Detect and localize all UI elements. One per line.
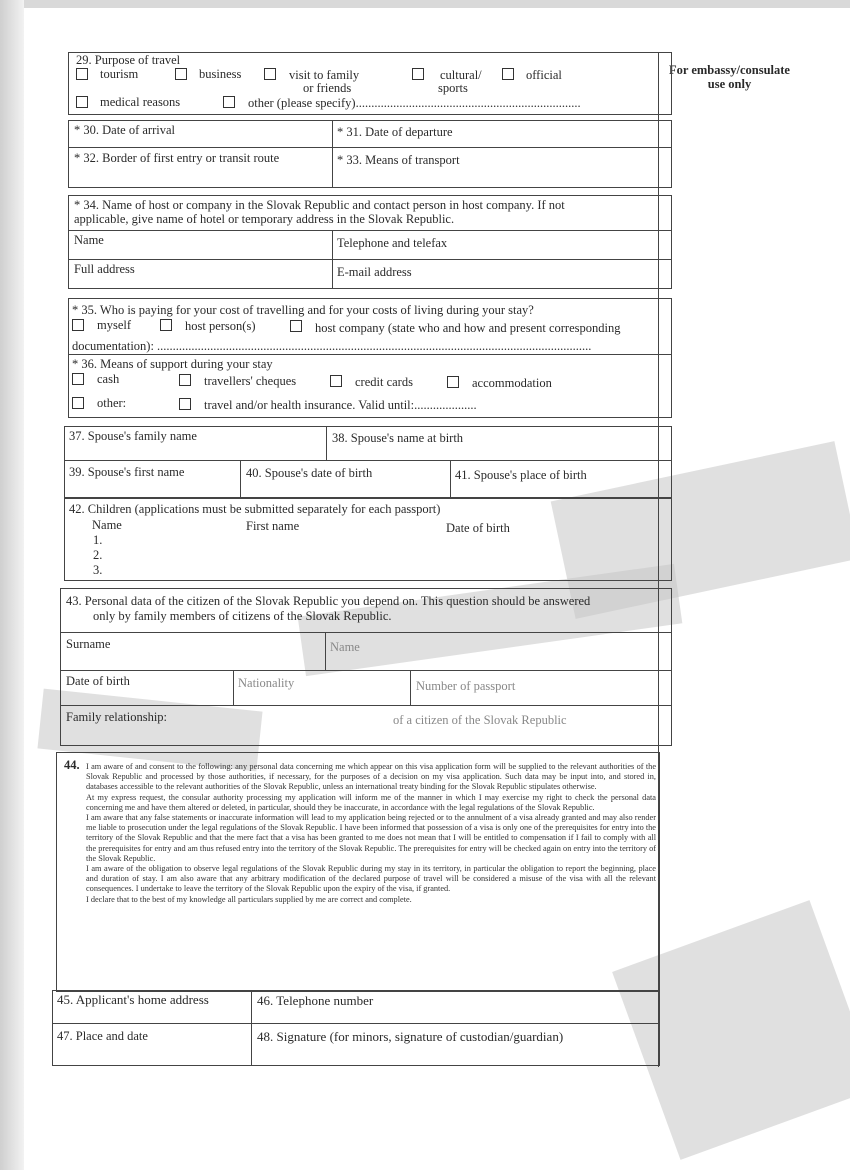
embassy-use-note: For embassy/consulate use only: [669, 63, 790, 91]
citizen-relationship-suffix: of a citizen of the Slovak Republic: [393, 713, 567, 727]
checkbox-host-company[interactable]: [290, 320, 302, 332]
checkbox-host-person[interactable]: [160, 319, 172, 331]
label-visit-friends: or friends: [303, 81, 352, 95]
scan-edge-top: [0, 0, 850, 8]
host-address-label: Full address: [74, 262, 135, 276]
label-travellers-cheques: travellers' cheques: [204, 374, 297, 388]
scan-edge-left: [0, 0, 24, 1170]
consent-number: 44.: [64, 758, 80, 772]
label-myself: myself: [97, 318, 132, 332]
label-credit-cards: credit cards: [355, 375, 413, 389]
checkbox-other-support[interactable]: [72, 397, 84, 409]
label-cultural: cultural/: [440, 68, 482, 82]
spouse-dob-label: 40. Spouse's date of birth: [246, 466, 373, 480]
consent-paragraph: I am aware of and consent to the following: any personal data concerning me which appear on this visa application form will be supplied to the relevant authorities of the Slovak Republic and processed by those authorities, if necessary, for the purposes of a decision on my visa application. Such data may be input into, and stored in, databases accessible to the relevant authorities of the Slovak Republic, unless an international treaty binding for the Slovak Republic stipulates otherwise.: [86, 762, 656, 792]
checkbox-tourism[interactable]: [76, 68, 88, 80]
citizen-title-line2: only by family members of citizens of the Slovak Republic.: [93, 609, 392, 623]
consent-text: [86, 762, 656, 905]
label-host-company: host company (state who and how and present corresponding: [315, 321, 621, 335]
label-business: business: [199, 67, 242, 81]
citizen-col-divider-3: [410, 670, 411, 705]
host-email-label: E-mail address: [337, 265, 412, 279]
consent-paragraph: At my express request, the consular authority processing my application will inform me of the manner in which I may exercise my right to check the personal data concerning me and have them altered or deleted, in particular, should they be inaccurate, in accordance with the legal regulations of the Slovak Republic.: [86, 792, 656, 812]
telephone-label: 46. Telephone number: [257, 993, 374, 1008]
label-cash: cash: [97, 372, 120, 386]
checkbox-myself[interactable]: [72, 319, 84, 331]
citizen-dob-label: Date of birth: [66, 674, 130, 688]
host-col-divider: [332, 230, 333, 289]
children-col-name: Name: [92, 518, 122, 532]
purpose-title: 29. Purpose of travel: [76, 53, 181, 67]
label-tourism: tourism: [100, 67, 139, 81]
spouse-col-divider-3: [450, 460, 451, 498]
support-title: * 36. Means of support during your stay: [72, 357, 273, 371]
paying-divider: [68, 354, 672, 355]
citizen-surname-label: Surname: [66, 637, 111, 651]
children-col-first-name: First name: [246, 519, 300, 533]
spouse-pob-label: 41. Spouse's place of birth: [455, 468, 587, 482]
spouse-row-divider: [64, 460, 672, 461]
label-insurance: travel and/or health insurance. Valid until:....................: [204, 398, 477, 412]
spouse-first-name-label: 39. Spouse's first name: [69, 465, 185, 479]
paying-documentation: documentation): ...........................................................................................................................................: [72, 339, 592, 353]
citizen-title-line1: 43. Personal data of the citizen of the Slovak Republic you depend on. This question should be answered: [66, 594, 591, 608]
host-name-label: Name: [74, 233, 104, 247]
spouse-family-name-label: 37. Spouse's family name: [69, 429, 197, 443]
citizen-name-label: Name: [330, 640, 360, 654]
date-of-departure-label: * 31. Date of departure: [337, 125, 453, 139]
label-official: official: [526, 68, 562, 82]
label-host-person: host person(s): [185, 319, 256, 333]
spouse-col-divider-2: [240, 460, 241, 498]
checkbox-insurance[interactable]: [179, 398, 191, 410]
label-visit-family: visit to family: [289, 68, 360, 82]
date-of-arrival-label: * 30. Date of arrival: [74, 123, 176, 137]
citizen-col-divider-1: [325, 632, 326, 670]
checkbox-cultural[interactable]: [412, 68, 424, 80]
checkbox-cash[interactable]: [72, 373, 84, 385]
citizen-divider-1: [60, 632, 672, 633]
child-row-3: 3.: [93, 563, 103, 577]
citizen-divider-3: [60, 705, 672, 706]
label-accommodation: accommodation: [472, 376, 552, 390]
host-title-line1: * 34. Name of host or company in the Slovak Republic and contact person in host company. If not: [74, 198, 565, 212]
checkbox-other-purpose[interactable]: [223, 96, 235, 108]
signature-label: 48. Signature (for minors, signature of custodian/guardian): [257, 1029, 564, 1044]
children-col-dob: Date of birth: [446, 521, 510, 535]
citizen-passport-label: Number of passport: [416, 679, 516, 693]
checkbox-visit-family[interactable]: [264, 68, 276, 80]
checkbox-medical[interactable]: [76, 96, 88, 108]
footer-col-divider: [251, 990, 252, 1066]
host-divider-1: [68, 230, 672, 231]
label-medical: medical reasons: [100, 95, 181, 109]
spouse-name-birth-label: 38. Spouse's name at birth: [332, 431, 464, 445]
consent-paragraph: I declare that to the best of my knowledge all particulars supplied by me are correct and complete.: [86, 894, 412, 904]
border-entry-label: * 32. Border of first entry or transit route: [74, 151, 280, 165]
host-divider-2: [68, 259, 672, 260]
label-sports: sports: [438, 81, 468, 95]
footer-row-divider: [52, 1023, 660, 1024]
means-transport-label: * 33. Means of transport: [337, 153, 460, 167]
host-title-line2: applicable, give name of hotel or temporary address in the Slovak Republic.: [74, 212, 455, 226]
checkbox-official[interactable]: [502, 68, 514, 80]
consent-paragraph: I am aware that any false statements or inaccurate information will lead to my application being rejected or to the annulment of a visa already granted and may also render me liable to prosecution under the legal regulations of the Slovak Republic. I have been informed that possession of a visa is only one of the prerequisites for entry into the territory of the Slovak Republic and that the mere fact that a visa has been granted to me does not mean that I will be entitled to compensation if I fail to comply with all the prerequisites for entry and am thus refused entry into the territory of the Slovak Republic. The prerequisites for entry will be checked again on entry into the territory of the Slovak Republic.: [86, 813, 656, 863]
consent-paragraph: I am aware of the obligation to observe legal regulations of the Slovak Republic during my stay in its territory, in particular the obligation to report the beginning, place and duration of stay. I am also aware that any arbitrary modification of the declared purpose of travel will be considered a misuse of the visa with all the relevant consequences. I undertake to leave the territory of the Slovak Republic upon the expiry of the visa, if granted.: [86, 864, 656, 894]
children-title: 42. Children (applications must be submitted separately for each passport): [69, 502, 441, 516]
citizen-nationality-label: Nationality: [238, 676, 295, 690]
citizen-col-divider-2: [233, 670, 234, 705]
checkbox-credit-cards[interactable]: [330, 375, 342, 387]
arrival-col-divider: [332, 120, 333, 188]
place-date-label: 47. Place and date: [57, 1029, 148, 1043]
citizen-relationship-label: Family relationship:: [66, 710, 168, 724]
checkbox-travellers-cheques[interactable]: [179, 374, 191, 386]
label-other-purpose: other (please specify)........................................................................: [248, 96, 581, 110]
citizen-divider-2: [60, 670, 672, 671]
paying-title: * 35. Who is paying for your cost of travelling and for your costs of living during your stay?: [72, 303, 534, 317]
checkbox-accommodation[interactable]: [447, 376, 459, 388]
host-phone-label: Telephone and telefax: [337, 236, 448, 250]
spouse-col-divider-1: [326, 426, 327, 460]
home-address-label: 45. Applicant's home address: [57, 992, 209, 1007]
arrival-row-divider: [68, 147, 672, 148]
child-row-2: 2.: [93, 548, 103, 562]
child-row-1: 1.: [93, 533, 103, 547]
label-other-support: other:: [97, 396, 127, 410]
checkbox-business[interactable]: [175, 68, 187, 80]
